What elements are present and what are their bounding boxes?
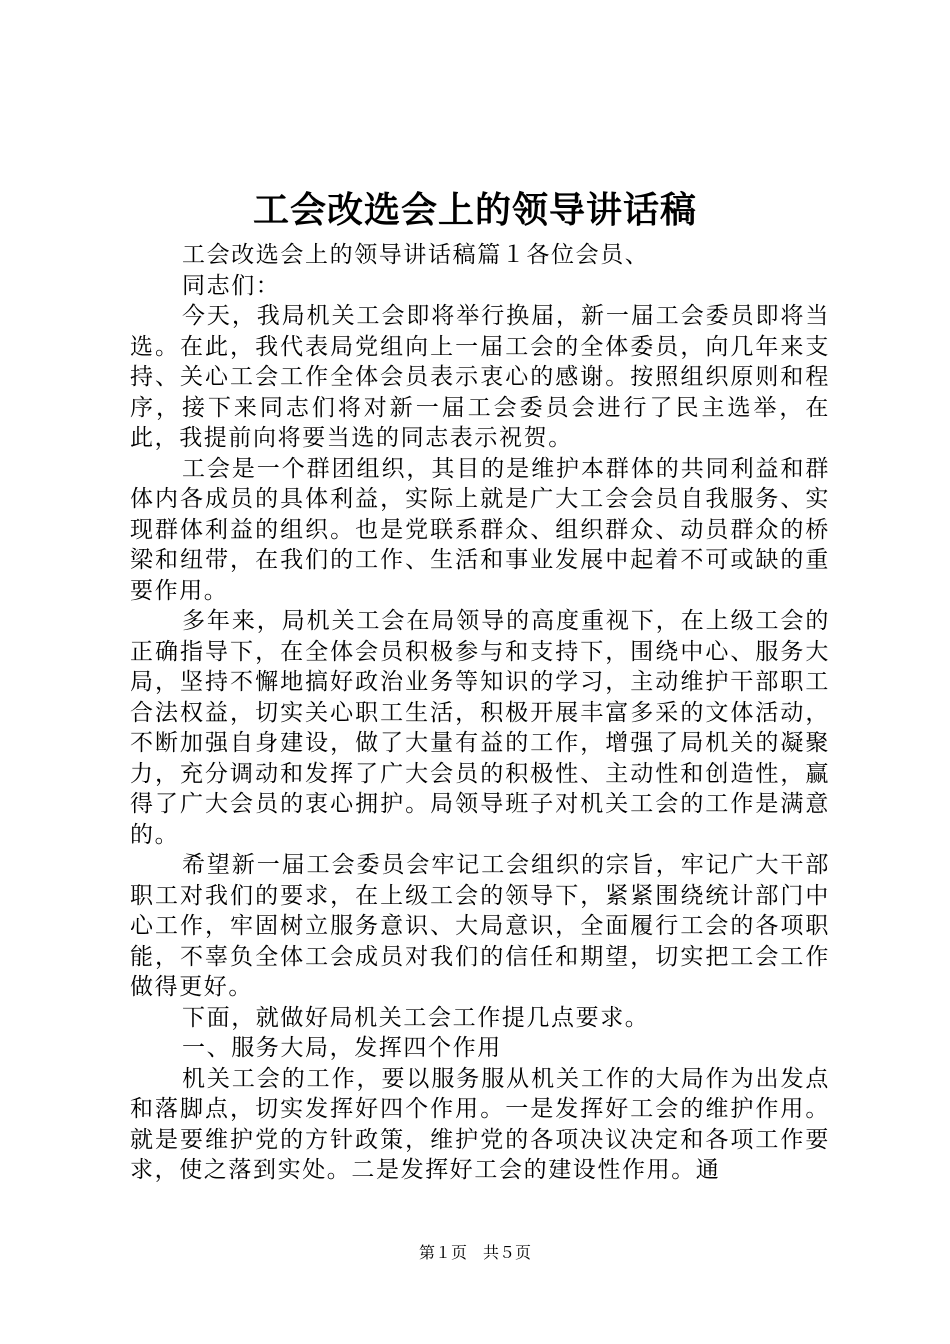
paragraph-four-roles: 机关工会的工作，要以服务服从机关工作的大局作为出发点和落脚点，切实发挥好四个作用。一是发挥好工会的维护作用。就是要维护党的方针政策，维护党的各项决议决定和各项工作要求，使之落到实处。二是发挥好工会的建设性作用。通 (130, 1065, 830, 1183)
page-footer: 第１页 共５页 (418, 1243, 531, 1262)
document-body (130, 240, 830, 1186)
document-title: 工会改选会上的领导讲话稿 (252, 189, 697, 231)
paragraph-union-role: 工会是一个群团组织，其目的是维护本群体的共同利益和群体内各成员的具体利益，实际上就是广大工会会员自我服务、实现群体利益的组织。也是党联系群众、组织群众、动员群众的桥梁和纽带，在我们的工作、生活和事业发展中起着不可或缺的重要作用。 (130, 455, 830, 604)
paragraph-hopes: 希望新一届工会委员会牢记工会组织的宗旨，牢记广大干部职工对我们的要求，在上级工会的领导下，紧紧围绕统计部门中心工作，牢固树立服务意识、大局意识，全面履行工会的各项职能，不辜负全体工会成员对我们的信任和期望，切实把工会工作做得更好。 (130, 852, 830, 1000)
paragraph-heading-line: 工会改选会上的领导讲话稿篇１各位会员、 (182, 242, 650, 268)
section-heading-1: 一、服务大局，发挥四个作用 (182, 1035, 502, 1061)
paragraph-opening: 今天，我局机关工会即将举行换届，新一届工会委员即将当选。在此，我代表局党组向上一届工会的全体委员，向几年来支持、关心工会工作全体会员表示衷心的感谢。按照组织原则和程序，接下来同志们将对新一届工会委员会进行了民主选举，在此，我提前向将要当选的同志表示祝贺。 (130, 303, 830, 451)
paragraph-requirements-intro: 下面，就做好局机关工会工作提几点要求。 (182, 1004, 650, 1031)
paragraph-salutation: 同志们： (182, 272, 281, 299)
paragraph-achievements: 多年来，局机关工会在局领导的高度重视下，在上级工会的正确指导下，在全体会员积极参与和支持下，围绕中心、服务大局，坚持不懈地搞好政治业务等知识的学习，主动维护干部职工合法权益，切实关心职工生活，积极开展丰富多采的文体活动，不断加强自身建设，做了大量有益的工作，增强了局机关的凝聚力，充分调动和发挥了广大会员的积极性、主动性和创造性，赢得了广大会员的衷心拥护。局领导班子对机关工会的工作是满意的。 (130, 608, 830, 848)
